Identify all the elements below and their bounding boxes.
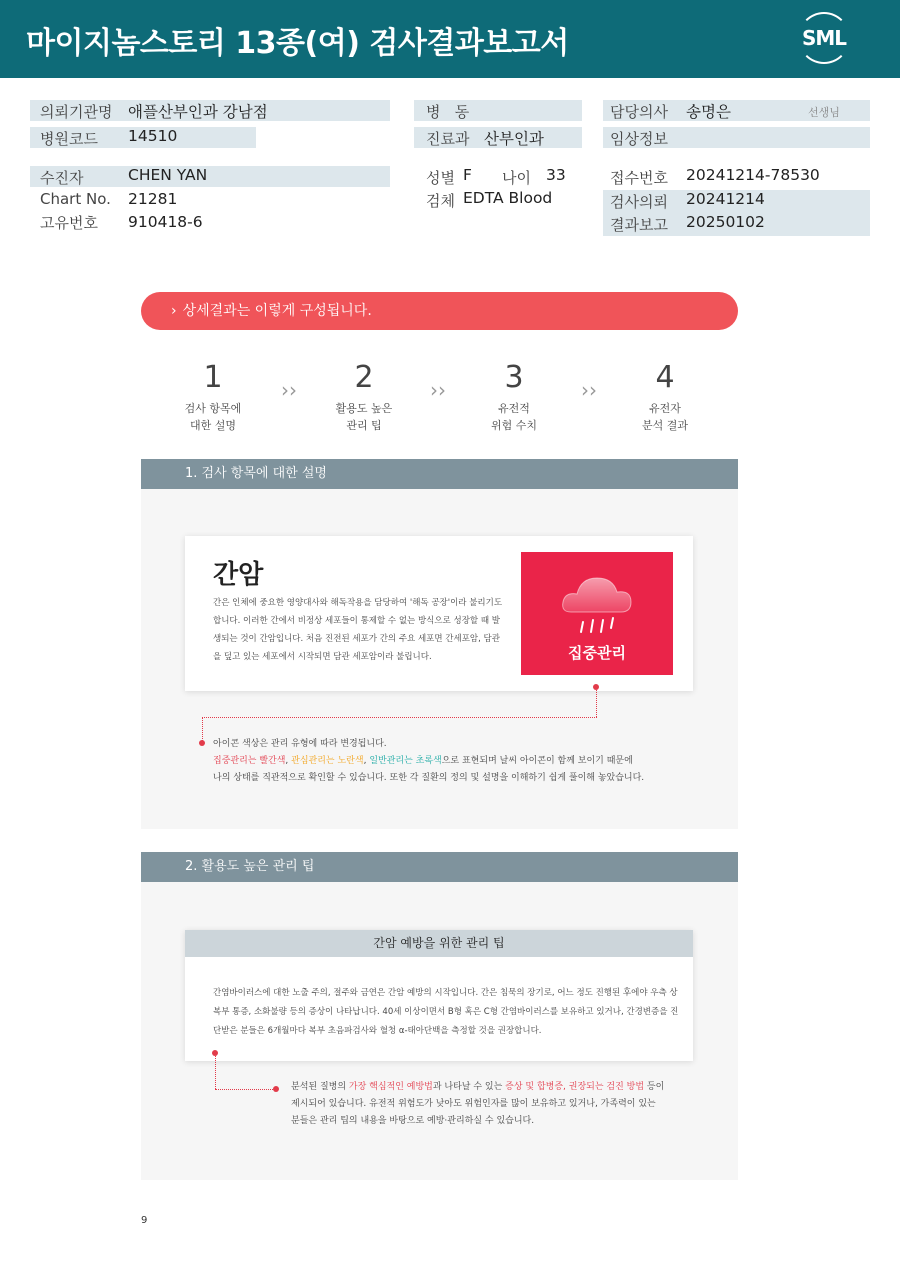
section-1-note: 아이콘 색상은 관리 유형에 따라 변경됩니다. 집중관리는 빨간색, 관심관리는 노란색, 일반관리는 초록색으로 표현되며 날씨 아이콘이 함께 보이기 때문에 나의 상태를 직관적으로 확인할 수 있습니다. 또한 각 질환의 정의 및 설명을 이해하기 쉽게 풀이해 놓았습니다. (213, 739, 645, 783)
dept-value: 산부인과 (484, 130, 544, 148)
hospital-code-label: 병원코드 (40, 130, 98, 148)
sex-label: 성별 (426, 169, 455, 187)
connector-line (215, 1089, 275, 1090)
badge-label: 집중관리 (568, 644, 626, 662)
section-1-title: 1. 검사 항목에 대한 설명 (141, 459, 738, 489)
sex-value: F (463, 166, 472, 184)
disease-description: 간은 인체에 중요한 영양대사와 해독작용을 담당하여 '해독 공장'이라 불리기도 합니다. 이러한 간에서 비정상 세포들이 통제할 수 없는 방식으로 성장할 때 발생되는 것이 간암입니다. 처음 진전된 세포가 간의 주요 세포면 간세포암, 담관을 덮고 있는 세포에서 시작되면 담관 세포암이라 불립니다. (213, 598, 503, 662)
connector-line (202, 717, 203, 741)
management-badge (521, 552, 673, 675)
rain-cloud-icon (521, 558, 673, 648)
section-2-title: 2. 활용도 높은 관리 팁 (141, 852, 738, 882)
step-3: 3 유전적 위험 수치 (490, 360, 537, 432)
report-label: 결과보고 (610, 216, 668, 234)
receipt-label: 접수번호 (610, 169, 668, 187)
double-chevron-icon: ›› (430, 378, 446, 402)
tip-card (185, 930, 693, 1061)
specimen-value: EDTA Blood (463, 189, 553, 207)
doctor-label: 담당의사 (610, 103, 668, 121)
clinical-label: 임상정보 (610, 130, 668, 148)
request-label: 검사의뢰 (610, 193, 668, 211)
age-label: 나이 (502, 169, 531, 187)
connector-line (215, 1056, 216, 1089)
tip-title: 간암 예방을 위한 관리 팁 (185, 930, 693, 957)
connector-line (596, 690, 597, 717)
chart-label: Chart No. (40, 190, 111, 208)
client-label: 의뢰기관명 (40, 103, 113, 121)
double-chevron-icon: ›› (581, 378, 597, 402)
chart-value: 21281 (128, 190, 178, 208)
doctor-value: 송명은 (686, 103, 731, 121)
connector-line (202, 717, 597, 718)
step-1: 1 검사 항목에 대한 설명 (184, 360, 242, 432)
page-number: 9 (141, 1215, 148, 1226)
disease-title: 간암 (213, 560, 264, 590)
sml-logo: SML (798, 12, 854, 64)
client-value: 애플산부인과 강남점 (128, 103, 268, 121)
section-2-note: 분석된 질병의 가장 핵심적인 예방법과 나타날 수 있는 증상 및 합병증, 권장되는 검진 방법 등이 제시되어 있습니다. 유전적 위험도가 낮아도 위험인자를 많이 보유하고 있거나, 가족력이 있는 분들은 관리 팁의 내용을 바탕으로 예방·관리하실 수 있습니다. (291, 1082, 665, 1126)
patient-value: CHEN YAN (128, 166, 208, 184)
uid-value: 910418-6 (128, 213, 203, 231)
step-2: 2 활용도 높은 관리 팁 (335, 360, 393, 432)
report-value: 20250102 (686, 213, 765, 231)
report-title: 마이지놈스토리 13종(여) 검사결과보고서 (26, 26, 569, 61)
report-header (0, 0, 900, 78)
dept-label: 진료과 (426, 130, 470, 148)
connector-dot (273, 1086, 279, 1092)
hospital-code-value: 14510 (128, 127, 178, 145)
chevron-right-icon: › (171, 303, 177, 319)
connector-dot (199, 740, 205, 746)
doctor-suffix: 선생님 (808, 106, 840, 119)
patient-label: 수진자 (40, 169, 84, 187)
uid-label: 고유번호 (40, 214, 98, 232)
ward-label: 병 동 (426, 103, 470, 121)
specimen-label: 검체 (426, 192, 455, 210)
disease-card (185, 536, 693, 691)
receipt-value: 20241214-78530 (686, 166, 820, 184)
structure-banner (141, 292, 738, 330)
double-chevron-icon: ›› (281, 378, 297, 402)
banner-text: 상세결과는 이렇게 구성됩니다. (182, 303, 372, 319)
request-value: 20241214 (686, 190, 765, 208)
step-4: 4 유전자 분석 결과 (641, 360, 688, 432)
patient-bar (30, 166, 390, 187)
age-value: 33 (546, 166, 566, 184)
tip-description: 간염바이러스에 대한 노출 주의, 절주와 금연은 간암 예방의 시작입니다. 간은 침묵의 장기로, 어느 정도 진행된 후에야 우측 상복부 통증, 소화불량 등의 증상이 나타납니다. 40세 이상이면서 B형 혹은 C형 간염바이러스를 보유하고 있거나, 간경변증을 진단받은 분들은 6개월마다 복부 초음파검사와 혈청 α-태아단백을 측정할 것을 권장합니다. (213, 988, 679, 1036)
